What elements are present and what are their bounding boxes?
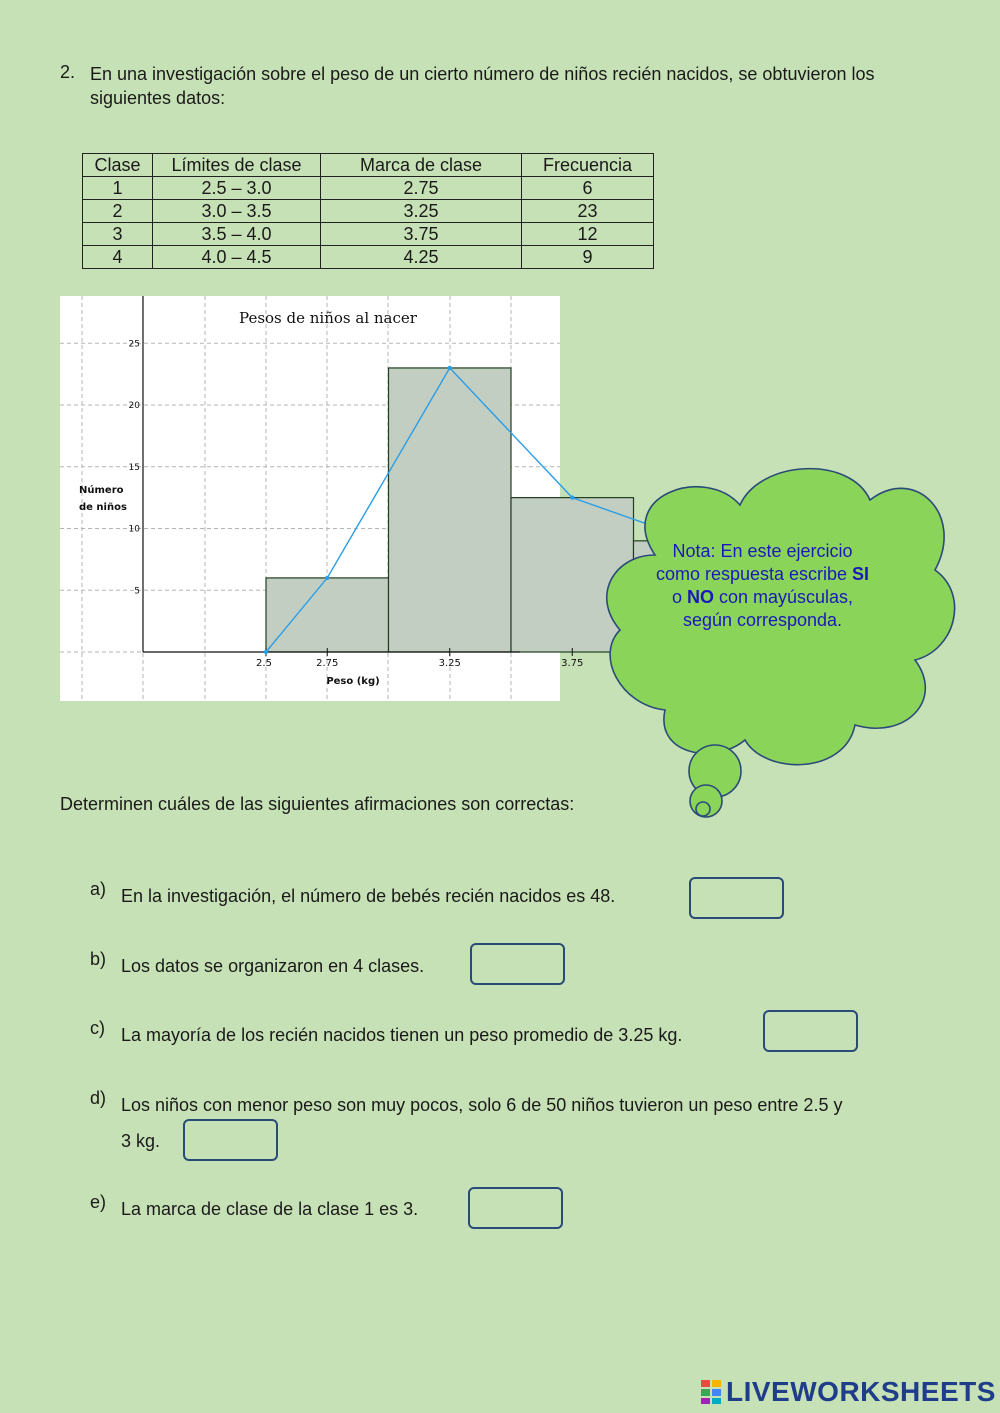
- item-c-letter: c): [90, 1018, 105, 1038]
- y-tick-label: 10: [128, 524, 140, 535]
- note-no: NO: [686, 587, 714, 607]
- table-cell: 3.25: [321, 200, 522, 223]
- item-a-letter: a): [90, 879, 107, 899]
- table-cell: 4.25: [321, 246, 522, 269]
- item-d-text: Los niños con menor peso son muy pocos, solo 6 de 50 niños tuvieron un peso entre 2.5 y: [121, 1095, 843, 1115]
- brand-footer: [700, 1374, 996, 1410]
- table-header-row: [83, 154, 654, 177]
- answer-box-d[interactable]: [183, 1119, 278, 1161]
- note-text: [655, 540, 870, 632]
- table-cell: 2.75: [321, 177, 522, 200]
- table-cell: 4.0 – 4.5: [153, 246, 321, 269]
- polygon-point: [325, 576, 329, 580]
- item-c-text: La mayoría de los recién nacidos tienen un peso promedio de 3.25 kg.: [121, 1025, 683, 1045]
- x-axis-label: Peso (kg): [326, 676, 380, 687]
- histogram-bar: [266, 578, 389, 652]
- item-e-text: La marca de clase de la clase 1 es 3.: [121, 1199, 419, 1219]
- y-tick-label: 5: [134, 586, 140, 597]
- table-cell: 6: [522, 177, 654, 200]
- answer-box-e[interactable]: [468, 1187, 563, 1229]
- y-tick-label: 15: [128, 462, 140, 473]
- thought-cloud: [595, 455, 955, 825]
- polygon-point: [570, 495, 574, 499]
- x-tick-label: 3.25: [438, 658, 461, 669]
- x-tick-label: 2.5: [256, 658, 272, 669]
- note-suffix: con mayúsculas, según corresponda.: [682, 587, 854, 630]
- table-cell: 2: [83, 200, 153, 223]
- table-cell: 23: [522, 200, 654, 223]
- item-b-text: Los datos se organizaron en 4 clases.: [121, 956, 425, 976]
- histogram-chart: [60, 296, 584, 701]
- y-tick-label: 25: [128, 339, 140, 350]
- table-cell: 3.0 – 3.5: [153, 200, 321, 223]
- note-prefix: Nota: En este ejercicio como respuesta escribe: [655, 541, 853, 584]
- frequency-table: [82, 153, 654, 269]
- chart-svg: [60, 296, 584, 701]
- table-cell: 4: [83, 246, 153, 269]
- table-cell: 3: [83, 223, 153, 246]
- table-row: [83, 246, 654, 269]
- table-cell: 9: [522, 246, 654, 269]
- item-b-letter: b): [90, 949, 107, 969]
- table-cell: 3.5 – 4.0: [153, 223, 321, 246]
- table-cell: 2.5 – 3.0: [153, 177, 321, 200]
- item-a-text: En la investigación, el número de bebés recién nacidos es 48.: [121, 886, 616, 906]
- answer-box-a[interactable]: [689, 877, 784, 919]
- header-marca: Marca de clase: [321, 154, 522, 177]
- header-frecuencia: Frecuencia: [522, 154, 654, 177]
- y-axis-label-line1: Número: [79, 485, 124, 496]
- question-text: En una investigación sobre el peso de un cierto número de niños recién nacidos, se obtuvieron los siguientes datos:: [90, 64, 875, 108]
- item-d-letter: d): [90, 1088, 107, 1108]
- statements-prompt: Determinen cuáles de las siguientes afirmaciones son correctas:: [60, 794, 575, 814]
- table-cell: 12: [522, 223, 654, 246]
- x-tick-label: 3.75: [561, 658, 584, 669]
- x-tick-label: 2.75: [316, 658, 339, 669]
- table-row: [83, 223, 654, 246]
- header-clase: Clase: [83, 154, 153, 177]
- table-cell: 3.75: [321, 223, 522, 246]
- y-axis-label-line2: de niños: [79, 502, 127, 513]
- histogram-bar: [389, 368, 512, 652]
- table-row: [83, 177, 654, 200]
- note-mid: o: [671, 587, 687, 607]
- table-cell: 1: [83, 177, 153, 200]
- polygon-point: [264, 650, 268, 654]
- header-limites: Límites de clase: [153, 154, 321, 177]
- cloud-bubble-small: [696, 802, 710, 816]
- item-d-text-cont: 3 kg.: [121, 1131, 161, 1151]
- answer-box-c[interactable]: [763, 1010, 858, 1052]
- answer-box-b[interactable]: [470, 943, 565, 985]
- brand-name: LIVEWORKSHEETS: [726, 1376, 996, 1407]
- y-tick-label: 20: [128, 401, 140, 411]
- question-number: 2.: [60, 62, 76, 82]
- table-row: [83, 200, 654, 223]
- polygon-point: [448, 366, 452, 370]
- liveworksheets-logo-icon: [700, 1379, 722, 1405]
- chart-title: Pesos de niños al nacer: [239, 309, 417, 327]
- item-e-letter: e): [90, 1192, 107, 1212]
- note-si: SI: [852, 564, 870, 584]
